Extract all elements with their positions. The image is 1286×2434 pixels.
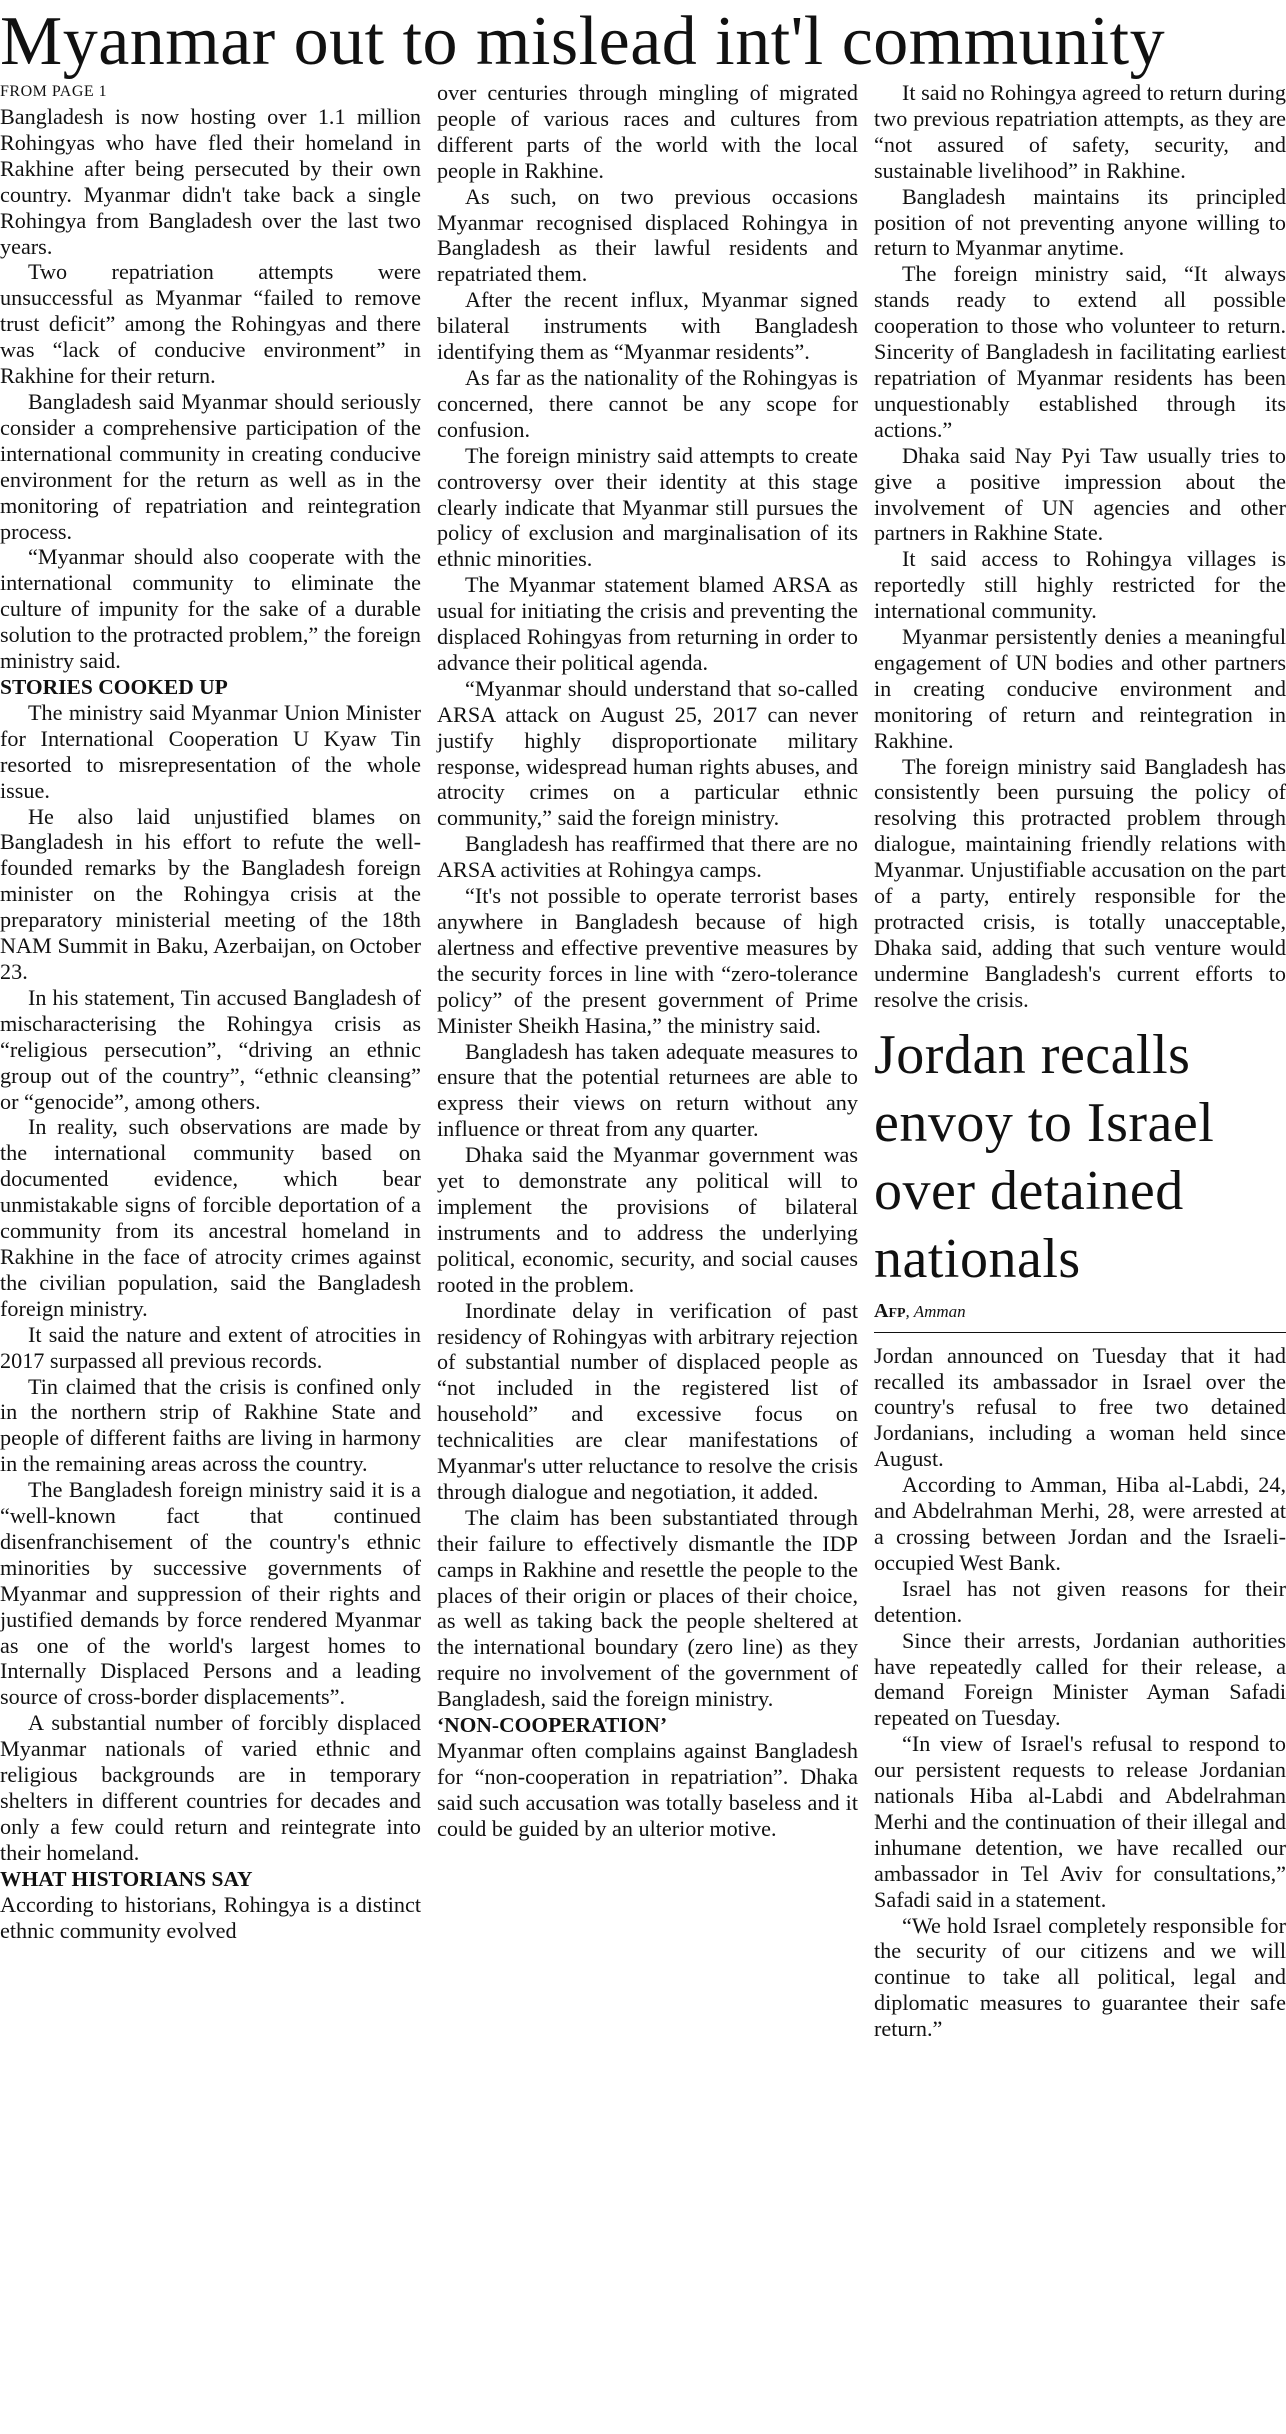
paragraph: “In view of Israel's refusal to respond to our persistent requests to release Jordanian nationals Hiba al-Labdi and Abdelrahman Merhi and the continuation of their illegal and inhumane detention, we have recalled our ambassador in Tel Aviv for consultations,” Safadi said in a statement. xyxy=(874,1731,1286,1912)
paragraph: The claim has been substantiated through their failure to effectively dismantle the IDP camps in Rakhine and resettle the people to the places of their origin or places of their choice, as well as taking back the people sheltered at the international boundary (zero line) as they require no involvement of the government of Bangladesh, said the foreign ministry. xyxy=(437,1504,858,1712)
byline-agency: Afp xyxy=(874,1299,906,1322)
byline-rule xyxy=(874,1332,1286,1333)
paragraph: Bangladesh said Myanmar should seriously consider a comprehensive participation of the international community in creating conducive environment for the return as well as in the monitoring of repatriation and reintegration process. xyxy=(0,388,421,544)
paragraph: The Myanmar statement blamed ARSA as usual for initiating the crisis and preventing the displaced Rohingyas from returning in order to advance their political agenda. xyxy=(437,572,858,675)
column-1 xyxy=(0,80,421,1944)
subhead-stories-cooked-up: STORIES COOKED UP xyxy=(0,674,228,699)
paragraph: As such, on two previous occasions Myanmar recognised displaced Rohingya in Bangladesh as their lawful residents and repatriated them. xyxy=(437,183,858,287)
paragraph: A substantial number of forcibly displaced Myanmar nationals of varied ethnic and religious backgrounds are in temporary shelters in different countries for decades and only a few could return and reintegrate into their homeland. xyxy=(0,1710,421,1865)
column-3 xyxy=(874,80,1286,2042)
paragraph: Dhaka said the Myanmar government was yet to demonstrate any political will to implement the provisions of bilateral instruments and to address the underlying political, economic, security, and social causes rooted in the problem. xyxy=(437,1142,858,1297)
paragraph: The foreign ministry said, “It always stands ready to extend all possible cooperation to those who volunteer to return. Sincerity of Bangladesh in facilitating earliest repatriation of Myanmar residents has been unquestionably established through its actions.” xyxy=(874,261,1286,442)
paragraph: “Myanmar should also cooperate with the international community to eliminate the culture of impunity for the sake of a durable solution to the protracted problem,” the foreign ministry said. xyxy=(0,544,421,674)
byline-place: , Amman xyxy=(905,1301,966,1321)
paragraph: Bangladesh has reaffirmed that there are no ARSA activities at Rohingya camps. xyxy=(437,831,858,883)
subhead-what-historians-say: WHAT HISTORIANS SAY xyxy=(0,1866,253,1891)
story2-byline xyxy=(874,1299,1286,1324)
paragraph: Two repatriation attempts were unsuccessful as Myanmar “failed to remove trust deficit” among the Rohingyas and there was “lack of conducive environment” in Rakhine for their return. xyxy=(0,259,421,389)
paragraph: over centuries through mingling of migrated people of various races and cultures from different parts of the world with the local people in Rakhine. xyxy=(437,80,858,183)
paragraph: The Bangladesh foreign ministry said it is a “well-known fact that continued disenfranchisement of the country's ethnic minorities by successive governments of Myanmar and suppression of their rights and justified demands by force rendered Myanmar as one of the world's largest homes to Internally Displaced Persons and a leading source of cross-border displacements”. xyxy=(0,1477,421,1710)
paragraph: In reality, such observations are made by the international community based on documented evidence, which bear unmistakable signs of forcible deportation of a community from its ancestral homeland in Rakhine in the face of atrocity crimes against the civilian population, said the Bangladesh foreign ministry. xyxy=(0,1114,421,1321)
paragraph: The foreign ministry said attempts to create controversy over their identity at this stage clearly indicate that Myanmar still pursues the policy of exclusion and marginalisation of its ethnic minorities. xyxy=(437,442,858,572)
story2-headline: Jordan recalls envoy to Israel over detained nationals xyxy=(874,1023,1215,1290)
paragraph: Since their arrests, Jordanian authorities have repeatedly called for their release, a demand Foreign Minister Ayman Safadi repeated on Tuesday. xyxy=(874,1627,1286,1731)
paragraph: Myanmar often complains against Bangladesh for “non-cooperation in repatriation”. Dhaka said such accusation was totally baseless and it could be guided by an ulterior motive. xyxy=(437,1738,858,1841)
subhead-non-cooperation: ‘NON-COOPERATION’ xyxy=(437,1713,668,1738)
paragraph: As far as the nationality of the Rohingyas is concerned, there cannot be any scope for confusion. xyxy=(437,364,858,442)
paragraph: According to historians, Rohingya is a distinct ethnic community evolved xyxy=(0,1891,421,1943)
dateline: FROM PAGE 1 xyxy=(0,83,108,100)
paragraph: “We hold Israel completely responsible for the security of our citizens and we will continue to take all political, legal and diplomatic measures to guarantee their safe return.” xyxy=(874,1912,1286,2042)
paragraph: The ministry said Myanmar Union Minister for International Cooperation U Kyaw Tin resorted to misrepresentation of the whole issue. xyxy=(0,699,421,803)
column-2 xyxy=(437,80,858,1842)
paragraph: “Myanmar should understand that so-called ARSA attack on August 25, 2017 can never justify highly disproportionate military response, widespread human rights abuses, and atrocity crimes on a particular ethnic community,” said the foreign ministry. xyxy=(437,675,858,831)
paragraph: In his statement, Tin accused Bangladesh of mischaracterising the Rohingya crisis as “religious persecution”, “driving an ethnic group out of the country”, “ethnic cleansing” or “genocide”, among others. xyxy=(0,984,421,1114)
paragraph: According to Amman, Hiba al-Labdi, 24, and Abdelrahman Merhi, 28, were arrested at a crossing between Jordan and the Israeli-occupied West Bank. xyxy=(874,1472,1286,1575)
paragraph: It said no Rohingya agreed to return during two previous repatriation attempts, as they are “not assured of safety, security, and sustainable livelihood” in Rakhine. xyxy=(874,80,1286,183)
paragraph: Israel has not given reasons for their detention. xyxy=(874,1575,1286,1627)
paragraph: “It's not possible to operate terrorist bases anywhere in Bangladesh because of high alertness and effective preventive measures by the security forces in line with “zero-tolerance policy” of the present government of Prime Minister Sheikh Hasina,” the ministry said. xyxy=(437,883,858,1038)
paragraph: He also laid unjustified blames on Bangladesh in his effort to refute the well-founded remarks by the Bangladesh foreign minister on the Rohingya crisis at the preparatory ministerial meeting of the 18th NAM Summit in Baku, Azerbaijan, on October 23. xyxy=(0,803,421,984)
paragraph: It said the nature and extent of atrocities in 2017 surpassed all previous records. xyxy=(0,1321,421,1373)
paragraph: After the recent influx, Myanmar signed bilateral instruments with Bangladesh identifying them as “Myanmar residents”. xyxy=(437,287,858,365)
paragraph: Dhaka said Nay Pyi Taw usually tries to give a positive impression about the involvement of UN agencies and other partners in Rakhine State. xyxy=(874,442,1286,546)
paragraph: The foreign ministry said Bangladesh has consistently been pursuing the policy of resolving this protracted problem through dialogue, maintaining friendly relations with Myanmar. Unjustifiable accusation on the part of a party, entirely responsible for the protracted crisis, is totally unacceptable, Dhaka said, adding that such venture would undermine Bangladesh's current efforts to resolve the crisis. xyxy=(874,753,1286,1012)
paragraph: Bangladesh maintains its principled position of not preventing anyone willing to return to Myanmar anytime. xyxy=(874,183,1286,261)
paragraph: Tin claimed that the crisis is confined only in the northern strip of Rakhine State and people of different faiths are living in harmony in the remaining areas across the country. xyxy=(0,1373,421,1477)
paragraph: Bangladesh is now hosting over 1.1 million Rohingyas who have fled their homeland in Rakhine after being persecuted by their own country. Myanmar didn't take back a single Rohingya from Bangladesh over the last two years. xyxy=(0,104,421,259)
paragraph: Bangladesh has taken adequate measures to ensure that the potential returnees are able to express their views on return without any influence or threat from any quarter. xyxy=(437,1038,858,1142)
paragraph: Inordinate delay in verification of past residency of Rohingyas with arbitrary rejection of substantial number of displaced people as “not included in the registered list of household” and excessive focus on technicalities are clear manifestations of Myanmar's utter reluctance to resolve the crisis through dialogue and negotiation, it added. xyxy=(437,1297,858,1504)
headline: Myanmar out to mislead int'l community xyxy=(0,3,1166,80)
paragraph: Myanmar persistently denies a meaningful engagement of UN bodies and other partners in creating conducive environment and monitoring of return and reintegration in Rakhine. xyxy=(874,624,1286,753)
paragraph: It said access to Rohingya villages is reportedly still highly restricted for the international community. xyxy=(874,546,1286,624)
paragraph: Jordan announced on Tuesday that it had recalled its ambassador in Israel over the country's refusal to free two detained Jordanians, including a woman held since August. xyxy=(874,1342,1286,1472)
